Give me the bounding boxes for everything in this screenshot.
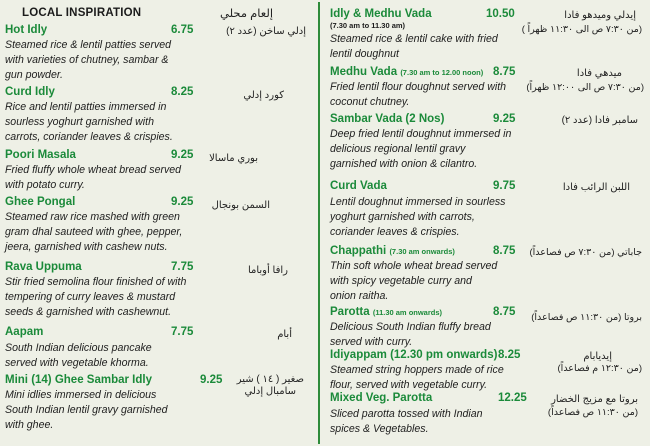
item-time-arabic: (من ٧:٣٠ ص الى ١٢:٠٠ ظهراً) — [526, 82, 644, 93]
item-description: Steamed rice & lentil cake with fried lentil doughnut — [330, 33, 498, 61]
item-description: Stir fried semolina flour finished of with tempering of curry leaves & mustard seeds & garnished with cashewnut. — [5, 276, 187, 319]
item-description: Steamed string hoppers made of rice flour, served with vegetable curry. — [330, 364, 504, 392]
item-name-arabic: السمن بونجال — [211, 200, 270, 211]
item-name: Ghee Pongal — [5, 196, 76, 208]
item-price: 9.75 — [493, 180, 516, 192]
item-name: Mixed Veg. Parotta — [330, 392, 433, 404]
item-name-arabic: إيديابام — [583, 351, 612, 362]
item-name-arabic: سامبر فادا (عدد ٢) — [561, 115, 638, 126]
item-name: Poori Masala — [5, 149, 76, 161]
item-description: Deep fried lentil doughnut immersed in delicious regional lentil gravy garnished with onion & cilantro. — [330, 128, 512, 171]
item-description: Fried fluffy whole wheat bread served with potato curry. — [5, 164, 182, 192]
item-name-arabic: اللبن الرائب فادا — [562, 182, 630, 193]
item-name: Rava Uppuma — [5, 261, 82, 273]
item-price: 9.25 — [200, 374, 223, 386]
right-column — [322, 0, 650, 446]
item-description: Rice and lentil patties immersed in sourless yoghurt garnished with carrots, coriander leaves & crispies. — [5, 101, 173, 144]
item-price: 9.25 — [171, 149, 194, 161]
item-price: 6.75 — [171, 24, 194, 36]
item-name-arabic: رافا أوباما — [247, 265, 288, 276]
item-description: Mini idlies immersed in delicious South Indian lentil gravy garnished with ghee. — [5, 389, 168, 432]
item-serving-time: (7.30 am to 12.00 noon) — [400, 68, 484, 77]
item-name-arabic: ميدهي فادا — [576, 68, 622, 79]
item-serving-time: (7.30 am onwards) — [389, 247, 455, 256]
item-name-arabic: إيدلي وميدهو فادا — [564, 10, 636, 21]
item-price: 8.25 — [498, 349, 521, 361]
item-price: 8.75 — [493, 66, 516, 78]
item-serving-time: (7.30 am to 11.30 am) — [330, 21, 406, 30]
item-price: 7.75 — [171, 326, 194, 338]
item-price: 8.75 — [493, 245, 516, 257]
item-name: Idiyappam (12.30 pm onwards) — [330, 349, 498, 361]
item-name-arabic: بروتا (من ١١:٣٠ ص فصاعداً) — [531, 312, 642, 323]
item-description: Steamed rice & lentil patties served with varieties of chutney, sambar & gun powder. — [5, 39, 172, 82]
item-name-arabic: جاباتي (من ٧:٣٠ ص فصاعداً) — [529, 247, 642, 258]
item-description: Delicious South Indian fluffy bread served with curry. — [330, 321, 491, 349]
item-name: Parotta (11.30 am onwards) — [330, 306, 443, 318]
item-description: Thin soft whole wheat bread served with spicy vegetable curry and onion raitha. — [330, 260, 498, 303]
item-time-arabic: (من ١١:٣٠ ص فصاعداً) — [547, 407, 638, 418]
item-description: Lentil doughnut immersed in sourless yoghurt garnished with carrots, coriander leaves & crispies. — [330, 196, 506, 239]
section-title-arabic: إلعام محلي — [220, 8, 274, 20]
item-name: Aapam — [5, 326, 44, 338]
item-name: Chappathi (7.30 am onwards) — [330, 245, 455, 257]
item-name: Mini (14) Ghee Sambar Idly — [5, 374, 152, 386]
item-name: Curd Idly — [5, 86, 55, 98]
item-time-arabic: (من ٧:٣٠ ص الى ١١:٣٠ ظهراً ) — [521, 24, 642, 35]
item-name: Sambar Vada (2 Nos) — [330, 113, 445, 125]
left-column — [0, 0, 318, 446]
item-name-arabic: بوري ماسالا — [209, 153, 258, 164]
item-price: 8.75 — [493, 306, 516, 318]
item-name-arabic-line2: سامبال إدلي — [244, 386, 296, 397]
item-price: 9.25 — [171, 196, 194, 208]
item-price: 10.50 — [486, 8, 515, 20]
item-name: Curd Vada — [330, 180, 387, 192]
item-price: 12.25 — [498, 392, 527, 404]
item-description: Steamed raw rice mashed with green gram dhal sauteed with ghee, pepper, jeera, garnished with cashew nuts. — [5, 211, 183, 254]
item-description: Sliced parotta tossed with Indian spices & Vegetables. — [330, 408, 483, 436]
section-title: LOCAL INSPIRATION — [22, 7, 142, 19]
item-description: South Indian delicious pancake served with vegetable khorma. — [5, 342, 152, 370]
item-description: Fried lentil flour doughnut served with coconut chutney. — [330, 81, 507, 109]
item-name: Idly & Medhu Vada — [330, 8, 432, 20]
column-divider — [318, 2, 320, 444]
item-serving-time: (11.30 am onwards) — [372, 308, 443, 317]
item-name-arabic: صغير ( ١٤ ) شير — [236, 374, 304, 385]
item-price: 7.75 — [171, 261, 194, 273]
item-price: 9.25 — [493, 113, 516, 125]
item-name-arabic: كورد إدلي — [243, 90, 284, 101]
item-price: 8.25 — [171, 86, 194, 98]
item-name-arabic: إدلي ساخن (عدد ٢) — [226, 26, 306, 37]
item-name-arabic: أبام — [277, 329, 292, 340]
item-name: Medhu Vada (7.30 am to 12.00 noon) — [330, 66, 484, 78]
item-name: Hot Idly — [5, 24, 48, 36]
item-name-arabic: بروتا مع مزيج الخضار — [551, 394, 638, 405]
item-time-arabic: (من ١٢:٣٠ م فصاعداً) — [557, 363, 642, 374]
